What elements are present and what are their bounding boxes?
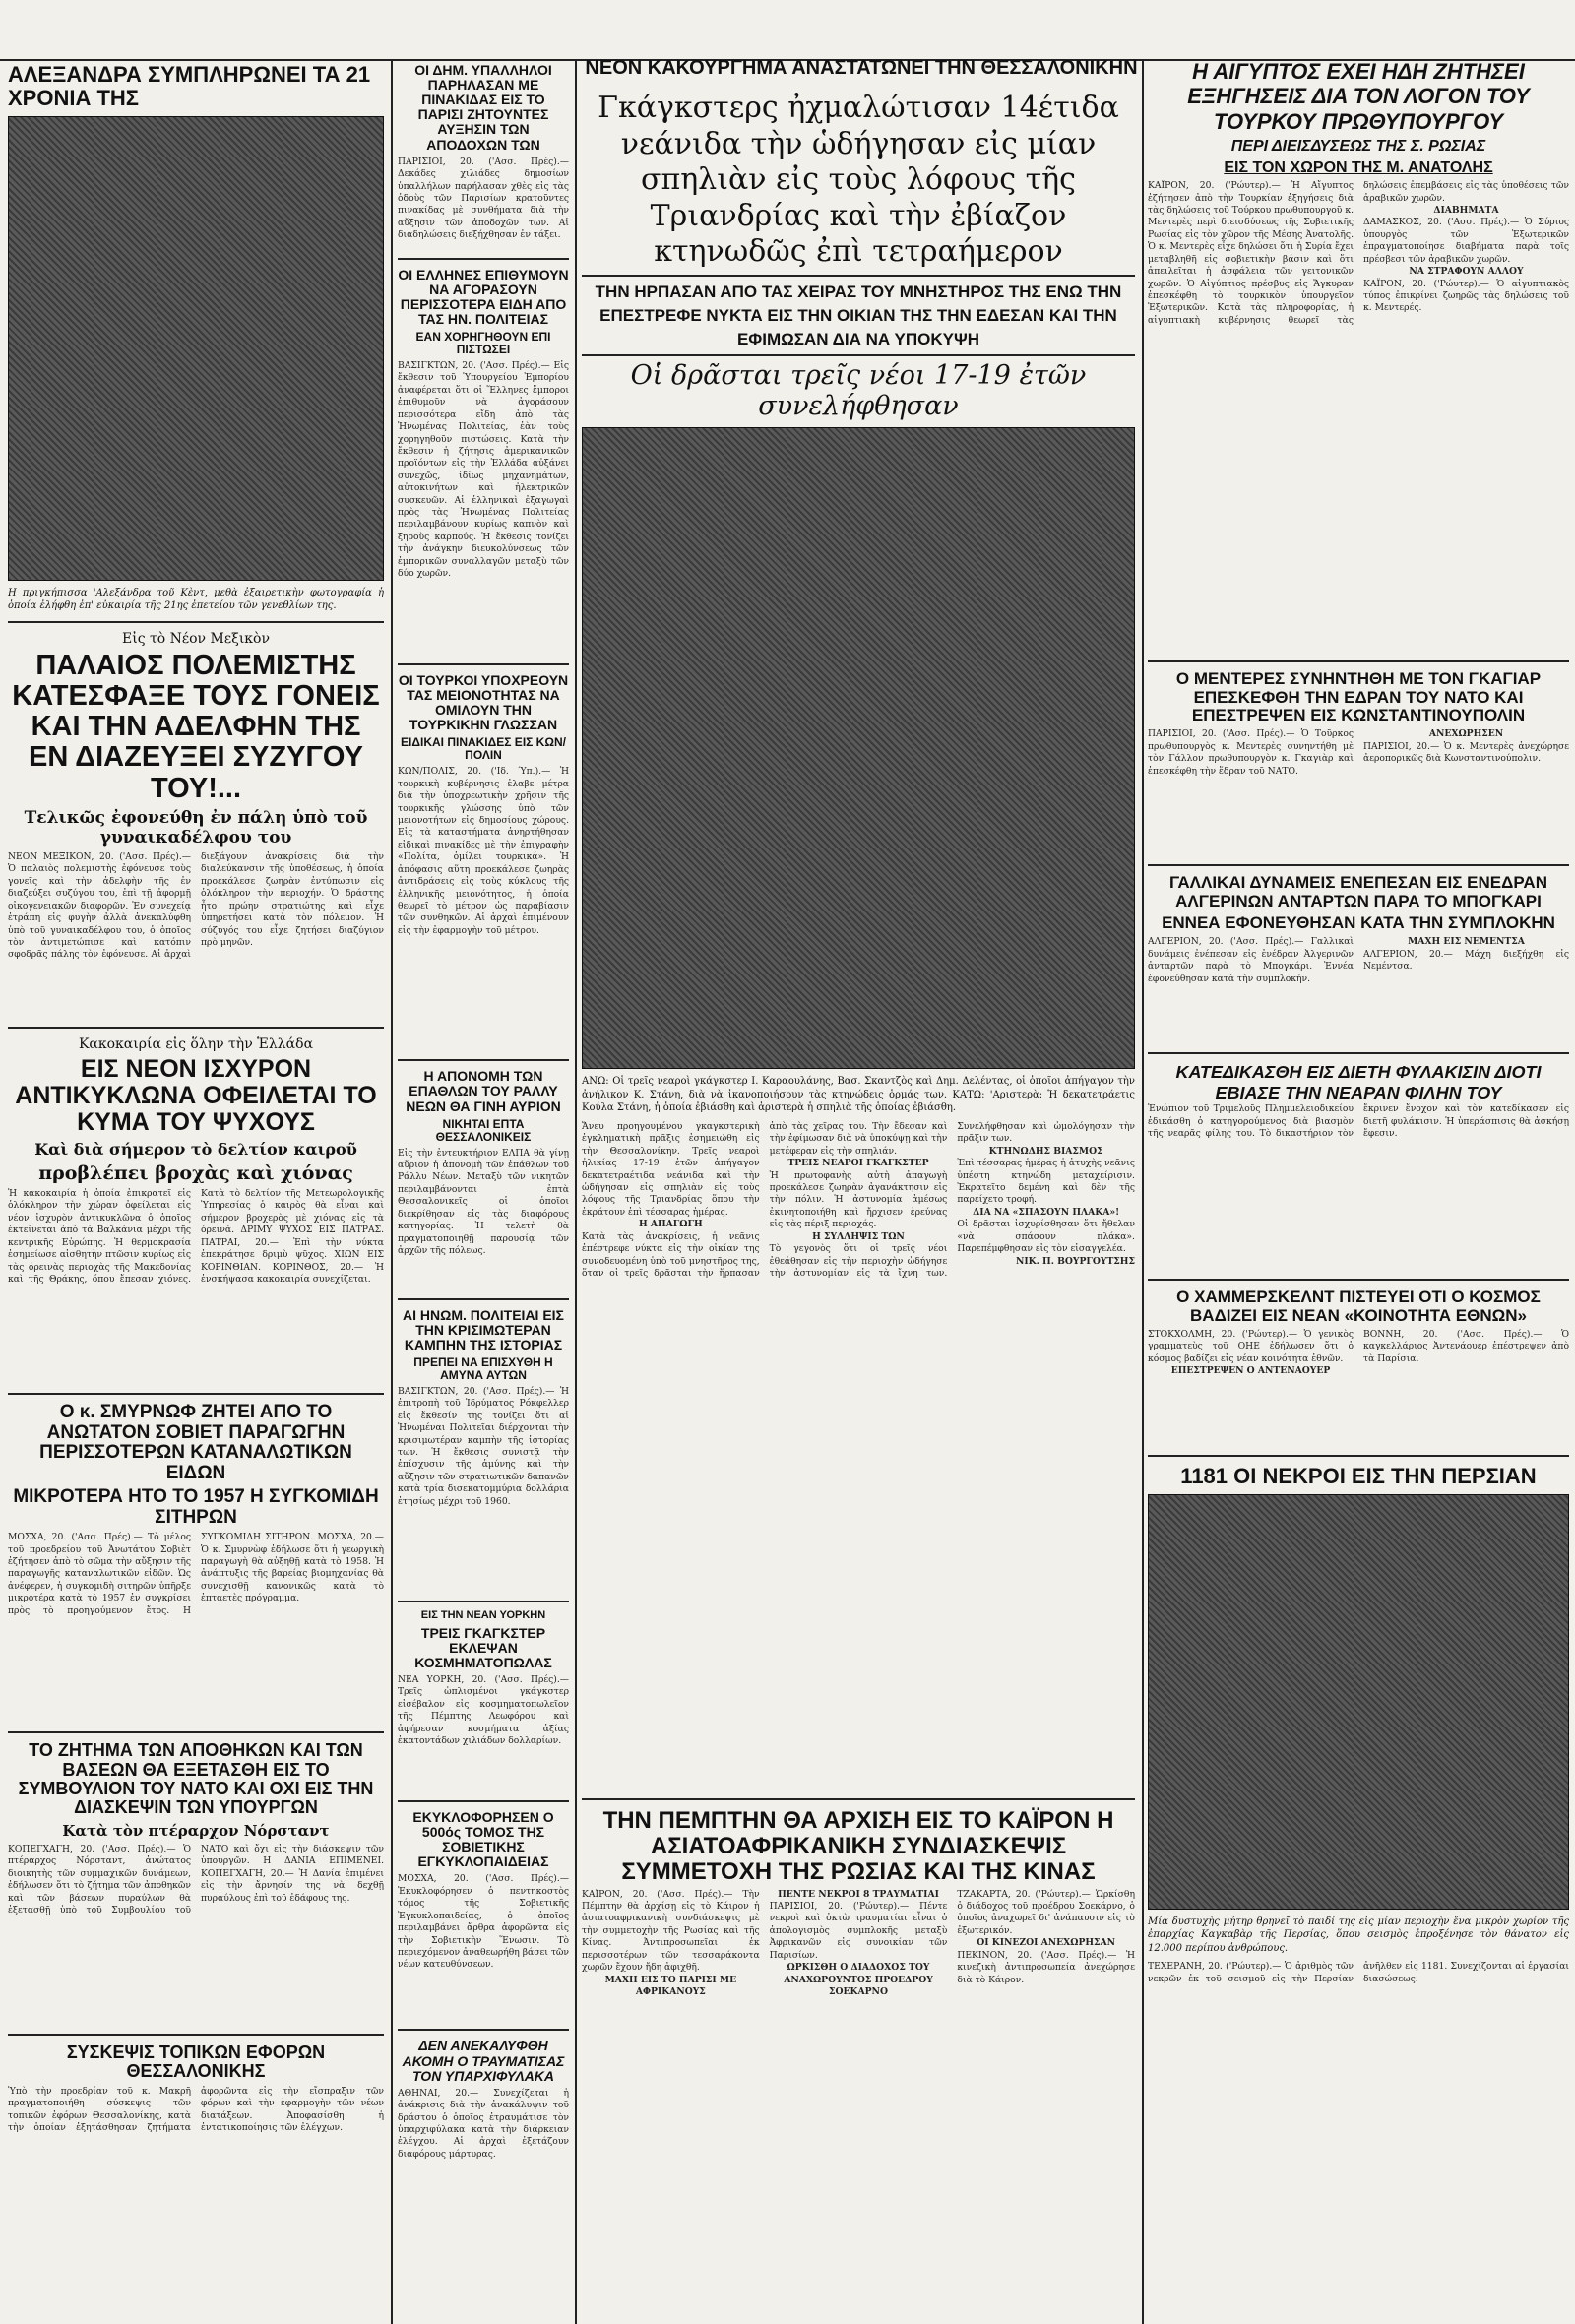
divider — [1148, 660, 1569, 662]
column-rule-3 — [1142, 59, 1144, 2324]
article-nato-body: ΚΟΠΕΓΧΑΓΗ, 20. ('Ασσ. Πρές).— Ὁ πτέραρχος Νόρσταντ, ἀνώτατος διοικητὴς τῶν συμμαχικῶν δυνάμεων, ἐδήλωσεν ὅτι τὸ ζήτημα τῶν ἀποθηκῶν καὶ τῶν βάσεων πυραύλων θὰ ἐξετασθῇ ὑπὸ τοῦ Συμβουλίου τοῦ ΝΑΤΟ καὶ ὄχι εἰς τὴν διάσκεψιν τῶν ὑπουργῶν. Η ΔΑΝΙΑ ΕΠΙΜΕΝΕΙ. ΚΟΠΕΓΧΑΓΗ, 20.— Ἡ Δανία ἐπιμένει εἰς τὴν ἄρνησίν της νὰ δεχθῇ πυραύλους ἐπὶ τοῦ ἐδάφους της. — [8, 1843, 384, 1916]
headline-tax-officers: ΣΥΣΚΕΨΙΣ ΤΟΠΙΚΩΝ ΕΦΟΡΩΝ ΘΕΣΣΑΛΟΝΙΚΗΣ — [66, 2041, 326, 2082]
headline-soekarno: ΩΡΚΙΣΘΗ Ο ΔΙΑΔΟΧΟΣ ΤΟΥ ΑΝΑΧΩΡΟΥΝΤΟΣ ΠΡΟΕΔΡΟΥ ΣΟΕΚΑΡΝΟ — [784, 1962, 933, 1997]
headline-turks-language: ΟΙ ΤΟΥΡΚΟΙ ΥΠΟΧΡΕΟΥΝ ΤΑΣ ΜΕΙΟΝΟΤΗΤΑΣ ΝΑ ΟΜΙΛΟΥΝ ΤΗΝ ΤΟΥΡΚΙΚΗΝ ΓΛΩΣΣΑΝ — [398, 672, 569, 733]
subhead-three-gangsters: ΤΡΕΙΣ ΝΕΑΡΟΙ ΓΚΑΓΚΣΤΕΡ — [788, 1158, 929, 1169]
divider — [8, 1731, 384, 1733]
subhead-departed: ΑΝΕΧΩΡΗΣΕΝ — [1428, 728, 1504, 740]
article-algeria-body: ΑΛΓΕΡΙΟΝ, 20. ('Ασσ. Πρές).— Γαλλικαὶ δυνάμεις ἐνέπεσαν εἰς ἐνέδραν Ἀλγερινῶν ἀνταρτῶν παρὰ τὸ Μπογκάρι. Ἐννέα ἐφονεύθησαν κατὰ τὴν συμπλοκήν. ΜΑΧΗ ΕΙΣ ΝΕΜΕΝΤΣΑ ΑΛΓΕΡΙΟΝ, 20.— Μάχη διεξήχθη εἰς Νεμέντσα. — [1148, 936, 1569, 984]
article-menderes-body: ΠΑΡΙΣΙΟΙ, 20. ('Ασσ. Πρές).— Ὁ Τοῦρκος πρωθυπουργὸς κ. Μεντερὲς συνηντήθη μὲ τὸν Γάλλον πρωθυπουργὸν κ. Γκαγιὰρ καὶ ἐπεσκέφθη τὴν ἕδραν τοῦ ΝΑΤΟ. ΑΝΕΧΩΡΗΣΕΝ ΠΑΡΙΣΙΟΙ, 20.— Ὁ κ. Μεντερὲς ἀνεχώρησε ἀεροπορικῶς διὰ Κωνσταντινούπολιν. — [1148, 728, 1569, 777]
headline-paris-battle: ΜΑΧΗ ΕΙΣ ΤΟ ΠΑΡΙΣΙ ΜΕ ΑΦΡΙΚΑΝΟΥΣ — [604, 1974, 737, 1997]
headline-hammarskjold: Ο ΧΑΜΜΕΡΣΚΕΛΝΤ ΠΙΣΤΕΥΕΙ ΟΤΙ Ο ΚΟΣΜΟΣ ΒΑΔΙΖΕΙ ΕΙΣ ΝΕΑΝ «ΚΟΙΝΟΤΗΤΑ ΕΘΝΩΝ» — [1176, 1288, 1541, 1325]
headline-encyclopedia: ΕΚΥΚΛΟΦΟΡΗΣΕΝ Ο 500ός ΤΟΜΟΣ ΤΗΣ ΣΟΒΙΕΤΙΚΗΣ ΕΓΚΥΚΛΟΠΑΙΔΕΙΑΣ — [412, 1809, 554, 1870]
divider — [398, 1601, 569, 1602]
subhead-killed: Τελικῶς ἐφονεύθη ἐν πάλη ὑπὸ τοῦ γυναικαδέλφου του — [24, 808, 368, 848]
headline-five-dead: ΠΕΝΤΕ ΝΕΚΡΟΙ 8 ΤΡΑΥΜΑΤΙΑΙ — [778, 1888, 939, 1900]
divider — [1148, 1052, 1569, 1054]
photo-princess-alexandra — [8, 116, 384, 581]
headline-alexandra: ΑΛΕΞΑΝΔΡΑ ΣΥΜΠΛΗΡΩΝΕΙ ΤΑ 21 ΧΡΟΝΙΑ ΤΗΣ — [8, 62, 371, 110]
article-sentenced-body: Ἐνώπιον τοῦ Τριμελοῦς Πλημμελειοδικείου ἐδικάσθη ὁ κατηγορούμενος διὰ βιασμὸν τῆς νεαρᾶς φίλης του. Τὸ δικαστήριον τὸν ἔκρινεν ἔνοχον καὶ τὸν κατεδίκασεν εἰς διετῆ φυλάκισιν. Ἡ ὑπεράσπισις θὰ ἀσκήσῃ ἔφεσιν. — [1148, 1103, 1569, 1140]
headline-persia-dead: 1181 ΟΙ ΝΕΚΡΟΙ ΕΙΣ ΤΗΝ ΠΕΡΣΙΑΝ — [1180, 1464, 1537, 1489]
article-tax-body: Ὑπὸ τὴν προεδρίαν τοῦ κ. Μακρῆ πραγματοποιήθη σύσκεψις τῶν τοπικῶν ἐφόρων Θεσσαλονίκης, κατὰ τὴν ὁποίαν ἐξητάσθησαν ζητήματα ἀφορῶντα εἰς τὴν εἴσπραξιν τῶν φόρων καὶ τὴν ἐφαρμογὴν τῶν νέων διατάξεων. Ἀποφασίσθη ἡ ἐντατικοποίησις τῶν ἐλέγχων. — [8, 2085, 384, 2134]
subhead-rain-snow: προβλέπει βροχὰς καὶ χιόνας — [38, 1162, 353, 1185]
divider — [8, 621, 384, 623]
headline-nato-bases: ΤΟ ΖΗΤΗΜΑ ΤΩΝ ΑΠΟΘΗΚΩΝ ΚΑΙ ΤΩΝ ΒΑΣΕΩΝ ΘΑ ΕΞΕΤΑΣΘΗ ΕΙΣ ΤΟ ΣΥΜΒΟΥΛΙΟΝ ΤΟΥ ΝΑΤΟ ΚΑΙ ΟΧΙ ΕΙΣ ΤΗΝ ΔΙΑΣΚΕΨΙΝ ΤΩΝ ΥΠΟΥΡΓΩΝ — [18, 1740, 374, 1818]
subhead-abduction: Η ΑΠΑΓΩΓΗ — [638, 1219, 703, 1230]
divider — [398, 1298, 569, 1300]
headline-teen-abducted: Γκάγκστερς ἠχμαλώτισαν 14έτιδα νεάνιδα τὴν ὡδήγησαν εἰς μίαν σπηλιὰν εἰς τοὺς λόφους τῆς Τριανδρίας καὶ τὴν ἐβίαζον κτηνωδῶς ἐπὶ τετραήμερον — [598, 91, 1119, 270]
top-strip — [0, 0, 1575, 61]
headline-signs: ΕΙΔΙΚΑΙ ΠΙΝΑΚΙΔΕΣ ΕΙΣ ΚΩΝ/ΠΟΛΙΝ — [401, 735, 566, 763]
headline-nine-killed: ΕΝΝΕΑ ΕΦΟΝΕΥΘΗΣΑΝ ΚΑΤΑ ΤΗΝ ΣΥΜΠΛΟΚΗΝ — [1162, 912, 1555, 932]
article-egypt-body: ΚΑΪΡΟΝ, 20. ('Ρώυτερ).— Ἡ Αἴγυπτος ἐζήτησεν ἀπὸ τὴν Τουρκίαν ἐξηγήσεις διὰ τὰς δηλώσεις τοῦ Τούρκου πρωθυπουργοῦ κ. Μεντερὲς περὶ διεισδύσεως τῆς Σοβιετικῆς Ρωσίας εἰς τὸν χῶρον τῆς Μέσης Ἀνατολῆς. Ὁ κ. Μεντερὲς εἶχε δηλώσει ὅτι ἡ Συρία ἔχει μεταβληθῆ εἰς σοβιετικὴν βάσιν καὶ ὅτι ἀπειλεῖται ἡ ἀσφάλεια τῶν γειτονικῶν χωρῶν. Ὁ Αἰγύπτιος πρέσβυς εἰς Ἄγκυραν ἐπεσκέφθη τὸ τουρκικὸν ὑπουργεῖον Ἐξωτερικῶν. Κατὰ τὰς πληροφορίας, ἡ αἰγυπτιακὴ κυβέρνησις θεωρεῖ τὰς δηλώσεις ἐπεμβάσεις εἰς τὰς ὑποθέσεις τῶν ἀραβικῶν χωρῶν. ΔΙΑΒΗΜΑΤΑ ΔΑΜΑΣΚΟΣ, 20. ('Ασσ. Πρές).— Ὁ Σύριος ὑπουργὸς τῶν Ἐξωτερικῶν ἐπραγματοποίησε διαβήματα παρὰ τοῖς πρέσβεσι τῶν ἀραβικῶν χωρῶν. ΝΑ ΣΤΡΑΦΟΥΝ ΑΛΛΟΥ ΚΑΪΡΟΝ, 20. ('Ρώυτερ).— Ὁ αἰγυπτιακὸς τύπος ἐπικρίνει ζωηρῶς τὰς δηλώσεις τοῦ κ. Μεντερές. — [1148, 180, 1569, 326]
article-greeks-body: ΒΑΣΙΓΚΤΩΝ, 20. ('Ασσ. Πρές).— Εἰς ἔκθεσιν τοῦ Ὑπουργείου Ἐμπορίου ἀναφέρεται ὅτι οἱ Ἕλληνες ἔμποροι ἐπιθυμοῦν νὰ ἀγοράσουν περισσότερα εἴδη ἀπὸ τὰς Ἡνωμένας Πολιτείας, ἐὰν τοὺς χορηγηθοῦν πιστώσεις. Κατὰ τὴν ἔκθεσιν ἡ ζήτησις ἀμερικανικῶν προϊόντων εἰς τὴν Ἑλλάδα αὐξάνει συνεχῶς, ἰδίως μηχανημάτων, αὐτοκινήτων καὶ ἠλεκτρικῶν συσκευῶν. Αἱ ἑλληνικαὶ ἐξαγωγαὶ πρὸς τὰς Ἡνωμένας Πολιτείας περιλαμβάνουν κυρίως καπνὸν καὶ ξηροὺς καρπούς. Ἡ ἔκθεσις τονίζει τὴν ἀνάγκην διευκολύνσεως τῶν ἐμπορικῶν συναλλαγῶν μεταξὺ τῶν δύο χωρῶν. — [398, 360, 569, 580]
divider — [1148, 864, 1569, 866]
photo-three-gangsters — [582, 427, 1135, 1069]
headline-menderes-nato: Ο ΜΕΝΤΕΡΕΣ ΣΥΝΗΝΤΗΘΗ ΜΕ ΤΟΝ ΓΚΑΓΙΑΡ ΕΠΕΣΚΕΦΘΗ ΤΗΝ ΕΔΡΑΝ ΤΟΥ ΝΑΤΟ ΚΑΙ ΕΠΕΣΤΡΕΨΕΝ ΕΙΣ ΚΩΝΣΤΑΝΤΙΝΟΥΠΟΛΙΝ — [1175, 669, 1542, 724]
headline-afro-asian: ΤΗΝ ΠΕΜΠΤΗΝ ΘΑ ΑΡΧΙΣΗ ΕΙΣ ΤΟ ΚΑΪΡΟΝ Η ΑΣΙΑΤΟΑΦΡΙΚΑΝΙΚΗ ΣΥΝΔΙΑΣΚΕΨΙΣ ΣΥΜΜΕΤΟΧΗ ΤΗΣ ΡΩΣΙΑΣ ΚΑΙ ΤΗΣ ΚΙΝΑΣ — [602, 1806, 1114, 1885]
headline-french-ambush: ΓΑΛΛΙΚΑΙ ΔΥΝΑΜΕΙΣ ΕΝΕΠΕΣΑΝ ΕΙΣ ΕΝΕΔΡΑΝ ΑΛΓΕΡΙΝΩΝ ΑΝΤΑΡΤΩΝ ΠΑΡΑ ΤΟ ΜΠΟΓΚΑΡΙ — [1169, 873, 1547, 911]
headline-guard: ΔΕΝ ΑΝΕΚΑΛΥΦΘΗ ΑΚΟΜΗ Ο ΤΡΑΥΜΑΤΙΣΑΣ ΤΟΝ ΥΠΑΡΧΙΦΥΛΑΚΑ — [402, 2038, 565, 2084]
article-usa-body: ΒΑΣΙΓΚΤΩΝ, 20. ('Ασσ. Πρές).— Ἡ ἐπιτροπὴ τοῦ Ἱδρύματος Ρόκφελλερ εἰς ἔκθεσίν της τονίζει ὅτι αἱ Ἡνωμέναι Πολιτεῖαι διέρχονται τὴν κρισιμωτέραν καμπὴν τῆς ἱστορίας των. Ἡ ἔκθεσις συνιστᾷ τὴν ἐπίσχυσιν τῆς ἀμύνης καὶ τὴν αὔξησιν τῶν στρατιωτικῶν δαπανῶν κατὰ τρία δισεκατομμύρια δολλάρια ἐτησίως μέχρι τοῦ 1960. — [398, 1385, 569, 1507]
top-banner: ΝΕΟΝ ΚΑΚΟΥΡΓΗΜΑ ΑΝΑΣΤΑΤΩΝΕΙ ΤΗΝ ΘΕΣΣΑΛΟΝΙΚΗΝ — [585, 57, 1138, 79]
photo-caption-persia: Μία δυστυχὴς μήτηρ θρηνεῖ τὸ παιδί της εἰς μίαν περιοχὴν ἕνα μικρὸν χωρίον τῆς ἐπαρχίας Καγκαβὰρ τῆς Περσίας, ὅπου σεισμὸς ἐπροξένησε τὸν θάνατον εἰς 12.000 περίπου ἀνθρώπους. — [1148, 1916, 1569, 1954]
divider — [582, 275, 1135, 277]
article-center-body: Ἄνευ προηγουμένου γκαγκστερικὴ ἐγκληματικὴ πρᾶξις ἐσημειώθη εἰς τὴν Θεσσαλονίκην. Τρεῖς νεαροὶ ἠλικίας 17-19 ἐτῶν ἀπήγαγον δεκατετραέτιδα νεάνιδα καὶ τὴν ὡδήγησαν εἰς σπηλιὰν εἰς τοὺς λόφους τῆς Τριανδρίας ὅπου τὴν ἐκράτουν ἐπὶ τέσσαρας ἡμέρας. Η ΑΠΑΓΩΓΗ Κατὰ τὰς ἀνακρίσεις, ἡ νεᾶνις ἐπέστρεφε νύκτα εἰς τὴν οἰκίαν της συνοδευομένη ὑπὸ τοῦ μνηστῆρος της, ὅταν οἱ τρεῖς δρᾶσται τὴν ἥρπασαν ἀπὸ τὰς χεῖρας του. Τὴν ἔδεσαν καὶ τὴν ἐφίμωσαν διὰ νὰ ὑποκύψῃ καὶ τὴν μετέφεραν εἰς τὴν σπηλιάν. ΤΡΕΙΣ ΝΕΑΡΟΙ ΓΚΑΓΚΣΤΕΡ Ἡ πρωτοφανὴς αὐτὴ ἀπαγωγὴ προεκάλεσε ζωηρὰν ἀγανάκτησιν εἰς τὴν πόλιν. Ἡ ἀστυνομία ἀμέσως ἐκινητοποιήθη καὶ ἤρχισεν ἐρεύνας εἰς τὰς πέριξ περιοχάς. Η ΣΥΛΛΗΨΙΣ ΤΩΝ Τὸ γεγονὸς ὅτι οἱ τρεῖς νέοι ἐθεάθησαν εἰς τὴν περιοχὴν ὠδήγησε τὴν ἀστυνομίαν εἰς τὰ ἴχνη των. Συνελήφθησαν καὶ ὡμολόγησαν τὴν πρᾶξιν των. ΚΤΗΝΩΔΗΣ ΒΙΑΣΜΟΣ Ἐπὶ τέσσαρας ἡμέρας ἡ ἀτυχὴς νεᾶνις ὑπέστη κτηνώδη μεταχείρισιν. Ἐκρατεῖτο δεμένη καὶ δὲν τῆς παρείχετο τροφή. ΔΙΑ ΝΑ «ΣΠΑΣΟΥΝ ΠΛΑΚΑ»! Οἱ δρᾶσται ἰσχυρίσθησαν ὅτι ἤθελαν «νὰ σπάσουν πλάκα». Παρεπέμφθησαν εἰς τὸν εἰσαγγελέα. ΝΙΚ. Π. ΒΟΥΡΓΟΥΤΣΗΣ — [582, 1120, 1135, 1279]
kicker-new-york: ΕΙΣ ΤΗΝ ΝΕΑΝ ΥΟΡΚΗΝ — [420, 1608, 546, 1621]
byline: ΝΙΚ. Π. ΒΟΥΡΓΟΥΤΣΗΣ — [1015, 1255, 1135, 1267]
column-left — [8, 59, 384, 2324]
column-rule-2 — [575, 59, 577, 2324]
headline-greeks-buy: ΟΙ ΕΛΛΗΝΕΣ ΕΠΙΘΥΜΟΥΝ ΝΑ ΑΓΟΡΑΣΟΥΝ ΠΕΡΙΣΣΟΤΕΡΑ ΕΙΔΗ ΑΠΟ ΤΑΣ ΗΝ. ΠΟΛΙΤΕΙΑΣ — [398, 266, 569, 327]
subhead-nementsa: ΜΑΧΗ ΕΙΣ ΝΕΜΕΝΤΣΑ — [1408, 936, 1525, 948]
divider — [582, 354, 1135, 356]
column-center — [582, 87, 1135, 2324]
headline-egypt: Η ΑΙΓΥΠΤΟΣ ΕΧΕΙ ΗΔΗ ΖΗΤΗΣΕΙ ΕΞΗΓΗΣΕΙΣ ΔΙΑ ΤΟΝ ΛΟΓΟΝ ΤΟΥ ΤΟΥΡΚΟΥ ΠΡΩΘΥΠΟΥΡΓΟΥ — [1187, 59, 1530, 134]
divider — [1148, 1455, 1569, 1457]
article-old-soldier-body: ΝΕΟΝ ΜΕΞΙΚΟΝ, 20. ('Ασσ. Πρές).— Ὁ παλαιὸς πολεμιστὴς ἐφόνευσε τοὺς γονεῖς καὶ τὴν ἀδελφὴν τῆς ἐν διαζεύξει συζύγου του, ἐπὶ τῇ ἀφορμῇ οἰκογενειακῶν διαφορῶν. Ἐν συνεχείᾳ ἐτράπη εἰς φυγὴν ἀλλὰ ἀνεκαλύφθη ὑπὸ τοῦ γυναικαδέλφου του, ὁ ὁποῖος τὸν ἀντιμετώπισε καὶ κατόπιν σφοδρᾶς πάλης τὸν ἐφόνευσε. Αἱ ἀρχαὶ διεξάγουν ἀνακρίσεις διὰ τὴν διαλεύκανσιν τῆς ὑποθέσεως, ἡ ὁποία προεκάλεσε ζωηρὰν ἐντύπωσιν εἰς ὁλόκληρον τὴν περιοχήν. Ὁ δράστης ἦτο πρώην στρατιώτης καὶ εἶχε ὑπηρετήσει κατὰ τὸν πόλεμον. Ἡ σύζυγός του εἶχε ζητήσει διαζύγιον πρὸ μηνῶν. — [8, 851, 384, 961]
divider — [582, 1798, 1135, 1800]
photo-caption-gangsters: ΑΝΩ: Οἱ τρεῖς νεαροὶ γκάγκστερ Ι. Καραουλάνης, Βασ. Σκαντζὸς καὶ Δημ. Δελέντας, οἱ ὁποῖοι ἀπήγαγον τὴν ἀνήλικον Κ. Στάνη, διὰ νὰ ἱκανοποιήσουν τὰς κτηνώδεις ὁρμάς των. ΚΑΤΩ: 'Αριστερὰ: Ἡ δεκατετράετις Κούλα Στάνη, ἡ ὁποία ἐβιάσθη καὶ ἀριστερὰ ἡ σπηλιὰ τῆς ὁποίας ἐβιάσθη. — [582, 1076, 1135, 1114]
headline-defence: ΠΡΕΠΕΙ ΝΑ ΕΠΙΣΧΥΘΗ Η ΑΜΥΝΑ ΑΥΤΩΝ — [413, 1354, 553, 1382]
article-hammarskjold-body: ΣΤΟΚΧΟΛΜΗ, 20. ('Ρώυτερ).— Ὁ γενικὸς γραμματεὺς τοῦ ΟΗΕ ἐδήλωσεν ὅτι ὁ κόσμος βαδίζει εἰς νέαν κοινότητα ἐθνῶν. ΕΠΕΣΤΡΕΨΕΝ Ο ΑΝΤΕΝΑΟΥΕΡ ΒΟΝΝΗ, 20. ('Ασσ. Πρές).— Ὁ καγκελλάριος Ἀντενάουερ ἐπέστρεψεν ἀπὸ τὰ Παρίσια. — [1148, 1329, 1569, 1377]
headline-three-arrested: Οἱ δρᾶσται τρεῖς νέοι 17-19 ἐτῶν συνελήφθησαν — [630, 360, 1087, 422]
subhead-arrest: Η ΣΥΛΛΗΨΙΣ ΤΩΝ — [812, 1230, 905, 1242]
divider — [8, 1027, 384, 1029]
article-turks-body: ΚΩΝ/ΠΟΛΙΣ, 20. ('Ιδ. Ύπ.).— Ἡ τουρκικὴ κυβέρνησις ἐλαβε μέτρα διὰ τὴν ὑποχρεωτικὴν χρῆσιν τῆς τουρκικῆς γλώσσης ὑπὸ τῶν μειονοτήτων εἰς δημοσίους χώρους. Εἰς τὰ καταστήματα ἀνηρτήθησαν εἰδικαὶ πινακίδες μὲ τὴν ἐπιγραφὴν «Πολίτα, ὁμίλει τουρκικά». Ἡ ἀπόφασις αὕτη προεκάλεσε ζωηρὰς ἀντιδράσεις εἰς τοὺς κύκλους τῆς ἑλληνικῆς μειονότητος, ἡ ὁποία θεωρεῖ τὸ μέτρον ὡς παραβίασιν τῶν συνθηκῶν. Αἱ ἀρχαὶ ἐπιμένουν εἰς τὴν ἐφαρμογὴν τοῦ μέτρου. — [398, 766, 569, 936]
photo-caption-alexandra: Η πριγκήπισσα 'Αλεξάνδρα τοῦ Κὲντ, μεθὰ ἐξαιρετικὴν φωτογραφία ἡ ὁποία ἐλήφθη ἐπ' εὐκαιρία τῆς 21ης ἐπετείου τῶν γενεθλίων της. — [8, 587, 384, 611]
divider — [398, 1059, 569, 1061]
headline-rally: Η ΑΠΟΝΟΜΗ ΤΩΝ ΕΠΑΘΛΩΝ ΤΟΥ ΡΑΛΛΥ ΝΕΩΝ ΘΑ ΓΙΝΗ ΑΥΡΙΟΝ — [406, 1068, 561, 1114]
divider — [398, 2029, 569, 2031]
article-weather-body: Ἡ κακοκαιρία ἡ ὁποία ἐπικρατεῖ εἰς ὁλόκληρον τὴν χώραν ὀφείλεται εἰς νέον ἰσχυρὸν ἀντικυκλῶνα ὁ ὁποῖος ἐκτείνεται ἀπὸ τὰ Βαλκάνια μέχρι τῆς κεντρικῆς Εὐρώπης. Ἡ θερμοκρασία ἐσημείωσε αἰσθητὴν πτῶσιν κυρίως εἰς τὰς ὀρεινὰς περιοχὰς τῆς Μακεδονίας καὶ τῆς Θράκης, ὅπου ἔπεσαν χιόνες. Κατὰ τὸ δελτίον τῆς Μετεωρολογικῆς Ὑπηρεσίας ὁ καιρὸς θὰ εἶναι καὶ σήμερον βροχερὸς μὲ χιόνας εἰς τὰ ὀρεινά. ΔΡΙΜΥ ΨΥΧΟΣ ΕΙΣ ΠΑΤΡΑΣ. ΠΑΤΡΑΙ, 20.— Ἐπὶ τὴν νύκτα ἐπεκράτησε δριμὺ ψῦχος. ΧΙΩΝ ΕΙΣ ΚΟΡΙΝΘΙΑΝ. ΚΟΡΙΝΘΟΣ, 20.— Ἡ ἐνσκήψασα κακοκαιρία συνεχίζεται. — [8, 1188, 384, 1286]
article-soviet-body: ΜΟΣΧΑ, 20. ('Ασσ. Πρές).— Τὸ μέλος τοῦ προεδρείου τοῦ Ἀνωτάτου Σοβιὲτ ἐζήτησεν ἀπὸ τὸ σῶμα τὴν αὔξησιν τῆς παραγωγῆς καταναλωτικῶν εἰδῶν. Ὡς ἀνέφερεν, ἡ συγκομιδὴ σιτηρῶν ὑπῆρξε μικροτέρα κατὰ τὸ 1957 ἐν συγκρίσει πρὸς τὸ προηγούμενον ἔτος. Η ΣΥΓΚΟΜΙΔΗ ΣΙΤΗΡΩΝ. ΜΟΣΧΑ, 20.— Ὁ κ. Σμυρνὼφ ἐδήλωσε ὅτι ἡ γεωργικὴ παραγωγὴ θὰ αὐξηθῇ κατὰ τὸ 1958. Ἡ ἀνάπτυξις τῆς βαρείας βιομηχανίας θὰ συνεχισθῇ κανονικῶς κατὰ τὸ ἑπταετὲς πρόγραμμα. — [8, 1532, 384, 1616]
column-second — [398, 59, 569, 2324]
divider — [8, 1393, 384, 1395]
divider — [398, 663, 569, 665]
kicker-bad-weather: Κακοκαιρία εἰς ὅλην τὴν Ἑλλάδα — [78, 1036, 314, 1053]
subhead-demarches: ΔΙΑΒΗΜΑΤΑ — [1433, 205, 1499, 216]
divider — [398, 1800, 569, 1802]
headline-harvest: ΜΙΚΡΟΤΕΡΑ ΗΤΟ ΤΟ 1957 Η ΣΥΓΚΟΜΙΔΗ ΣΙΤΗΡΩΝ — [13, 1486, 379, 1528]
headline-anticyclone: ΕΙΣ ΝΕΟΝ ΙΣΧΥΡΟΝ ΑΝΤΙΚΥΚΛΩΝΑ ΟΦΕΙΛΕΤΑΙ ΤΟ ΚΥΜΑ ΤΟΥ ΨΥΧΟΥΣ — [15, 1055, 377, 1137]
kicker-new-mexico: Εἰς τὸ Νέον Μεξικὸν — [122, 630, 270, 647]
headline-russia-penetration: ΠΕΡΙ ΔΙΕΙΣΔΥΣΕΩΣ ΤΗΣ Σ. ΡΩΣΙΑΣ — [1230, 137, 1486, 155]
subhead-forecast: Καὶ διὰ σήμερον τὸ δελτίον καιροῦ — [34, 1140, 357, 1160]
article-encyclopedia-body: ΜΟΣΧΑ, 20. ('Ασσ. Πρές).— Ἐκυκλοφόρησεν ὁ πεντηκοστὸς τόμος τῆς Σοβιετικῆς Ἐγκυκλοπαιδείας, ὁ ὁποῖος περιλαμβάνει ἄρθρα ἀφορῶντα εἰς τὴν Σοβιετικὴν Ἕνωσιν. Τὸ περιεχόμενον ἀναθεωρήθη βάσει τῶν νέων κατευθύνσεων. — [398, 1873, 569, 1971]
headline-middle-east: ΕΙΣ ΤΟΝ ΧΩΡΟΝ ΤΗΣ Μ. ΑΝΑΤΟΛΗΣ — [1224, 158, 1493, 176]
photo-persia-earthquake — [1148, 1494, 1569, 1910]
subhead-spasoun-plaka: ΔΙΑ ΝΑ «ΣΠΑΣΟΥΝ ΠΛΑΚΑ»! — [973, 1206, 1120, 1218]
headline-usa-history: ΑΙ ΗΝΩΜ. ΠΟΛΙΤΕΙΑΙ ΕΙΣ ΤΗΝ ΚΡΙΣΙΜΩΤΕΡΑΝ ΚΑΜΠΗΝ ΤΗΣ ΙΣΤΟΡΙΑΣ — [403, 1306, 564, 1352]
subhead-norstad: Κατὰ τὸν πτέραρχον Νόρσταντ — [62, 1821, 330, 1840]
article-paris-body: ΠΑΡΙΣΙΟΙ, 20. ('Ασσ. Πρές).— Δεκάδες χιλιάδες δημοσίων ὑπαλλήλων παρήλασαν χθὲς εἰς τὰς ὁδοὺς τῶν Παρισίων κρατοῦντες πινακίδας μὲ συνθήματα διὰ τὴν αὔξησιν τῶν ἀποδοχῶν των. Αἱ διαδηλώσεις διεξήχθησαν ἐν τάξει. — [398, 156, 569, 241]
article-rally-body: Εἰς τὴν ἐντευκτήριον ΕΛΠΑ θὰ γίνῃ αὔριον ἡ ἀπονομὴ τῶν ἐπάθλων τοῦ Ράλλυ Νέων. Μεταξὺ τῶν νικητῶν περιλαμβάνονται ἑπτὰ Θεσσαλονικεῖς οἱ ὁποῖοι διεκρίθησαν εἰς τὰς διαφόρους κατηγορίας. Ἡ τελετὴ θὰ πραγματοποιηθῇ παρουσίᾳ τῶν ἀρχῶν τῆς πόλεως. — [398, 1147, 569, 1256]
article-persia-body: ΤΕΧΕΡΑΝΗ, 20. ('Ρώυτερ).— Ὁ ἀριθμὸς τῶν νεκρῶν ἐκ τοῦ σεισμοῦ εἰς τὴν Περσίαν ἀνῆλθεν εἰς 1181. Συνεχίζονται αἱ ἐργασίαι διασώσεως. — [1148, 1961, 1569, 1984]
headline-smirnov: Ο κ. ΣΜΥΡΝΩΦ ΖΗΤΕΙ ΑΠΟ ΤΟ ΑΝΩΤΑΤΟΝ ΣΟΒΙΕΤ ΠΑΡΑΓΩΓΗΝ ΠΕΡΙΣΣΟΤΕΡΩΝ ΚΑΤΑΝΑΛΩΤΙΚΩΝ ΕΙΔΩΝ — [39, 1402, 352, 1483]
column-rule-1 — [391, 59, 393, 2324]
divider — [398, 258, 569, 260]
divider — [1148, 1279, 1569, 1281]
headline-taken-from-fiance: ΤΗΝ ΗΡΠΑΣΑΝ ΑΠΟ ΤΑΣ ΧΕΙΡΑΣ ΤΟΥ ΜΝΗΣΤΗΡΟΣ ΤΗΣ ΕΝΩ ΤΗΝ ΕΠΕΣΤΡΕΦΕ ΝΥΚΤΑ ΕΙΣ ΤΗΝ ΟΙΚΙΑΝ ΤΗΣ ΤΗΝ ΕΔΕΣΑΝ ΚΑΙ ΤΗΝ ΕΦΙΜΩΣΑΝ ΔΙΑ ΝΑ ΥΠΟΚΥΨΗ — [595, 282, 1122, 348]
headline-chinese-left: ΟΙ ΚΙΝΕΖΟΙ ΑΝΕΧΩΡΗΣΑΝ — [976, 1937, 1116, 1949]
headline-old-soldier: ΠΑΛΑΙΟΣ ΠΟΛΕΜΙΣΤΗΣ ΚΑΤΕΣΦΑΞΕ ΤΟΥΣ ΓΟΝΕΙΣ ΚΑΙ ΤΗΝ ΑΔΕΛΦΗΝ ΤΗΣ ΕΝ ΔΙΑΖΕΥΞΕΙ ΣΥΖΥΓΟΥ ΤΟΥ!... — [12, 649, 380, 804]
headline-paris-employees: ΟΙ ΔΗΜ. ΥΠΑΛΛΗΛΟΙ ΠΑΡΗΛΑΣΑΝ ΜΕ ΠΙΝΑΚΙΔΑΣ ΕΙΣ ΤΟ ΠΑΡΙΣΙ ΖΗΤΟΥΝΤΕΣ ΑΥΞΗΣΙΝ ΤΩΝ ΑΠΟΔΟΧΩΝ ΤΩΝ — [414, 62, 552, 153]
article-afro-asian-body: ΚΑΪΡΟΝ, 20. ('Ασσ. Πρές).— Τὴν Πέμπτην θὰ ἀρχίσῃ εἰς τὸ Κάιρον ἡ ἀσιατοαφρικανικὴ συνδιάσκεψις μὲ τὴν συμμετοχὴν τῆς Ρωσίας καὶ τῆς Κίνας. Ἀντιπροσωπεῖαι ἐκ περισσοτέρων τῶν τεσσαράκοντα χωρῶν ἔχουν ἤδη ἀφιχθῆ. ΜΑΧΗ ΕΙΣ ΤΟ ΠΑΡΙΣΙ ΜΕ ΑΦΡΙΚΑΝΟΥΣ ΠΕΝΤΕ ΝΕΚΡΟΙ 8 ΤΡΑΥΜΑΤΙΑΙ ΠΑΡΙΣΙΟΙ, 20. ('Ρώυτερ).— Πέντε νεκροὶ καὶ ὀκτὼ τραυματίαι εἶναι ὁ ἀπολογισμὸς συμπλοκῆς μεταξὺ Ἀφρικανῶν εἰς συνοικίαν τῶν Παρισίων. ΩΡΚΙΣΘΗ Ο ΔΙΑΔΟΧΟΣ ΤΟΥ ΑΝΑΧΩΡΟΥΝΤΟΣ ΠΡΟΕΔΡΟΥ ΣΟΕΚΑΡΝΟ ΤΖΑΚΑΡΤΑ, 20. ('Ρώυτερ).— Ὡρκίσθη ὁ διάδοχος τοῦ προέδρου Σοεκάρνο, ὁ ὁποῖος ἀναχωρεῖ δι' ἀνάπαυσιν εἰς τὸ ἐξωτερικόν. ΟΙ ΚΙΝΕΖΟΙ ΑΝΕΧΩΡΗΣΑΝ ΠΕΚΙΝΟΝ, 20. ('Ασσ. Πρές).— Ἡ κινεζικὴ ἀντιπροσωπεία ἀνεχώρησε διὰ τὸ Κάιρον. — [582, 1888, 1135, 1997]
article-guard-body: ΑΘΗΝΑΙ, 20.— Συνεχίζεται ἡ ἀνάκρισις διὰ τὴν ἀνακάλυψιν τοῦ δράστου ὁ ὁποῖος ἐτραυμάτισε τὸν ὑπαρχιφύλακα κατὰ τὴν διάρκειαν ἐλέγχου. Αἱ ἀρχαὶ ἐξετάζουν διαφόρους μάρτυρας. — [398, 2087, 569, 2160]
subhead-adenauer: ΕΠΕΣΤΡΕΨΕΝ Ο ΑΝΤΕΝΑΟΥΕΡ — [1170, 1365, 1331, 1377]
headline-winners: ΝΙΚΗΤΑΙ ΕΠΤΑ ΘΕΣΣΑΛΟΝΙΚΕΙΣ — [435, 1116, 532, 1144]
divider — [8, 2034, 384, 2036]
column-right — [1148, 59, 1569, 2324]
article-ny-body: ΝΕΑ ΥΟΡΚΗ, 20. ('Ασσ. Πρές).— Τρεῖς ὡπλισμένοι γκάγκστερ εἰσέβαλον εἰς κοσμηματοπωλεῖον τῆς Πέμπτης Λεωφόρου καὶ ἀφήρεσαν κοσμήματα ἀξίας ἑκατοντάδων χιλιάδων δολλαρίων. — [398, 1674, 569, 1747]
headline-sentenced: ΚΑΤΕΔΙΚΑΣΘΗ ΕΙΣ ΔΙΕΤΗ ΦΥΛΑΚΙΣΙΝ ΔΙΟΤΙ ΕΒΙΑΣΕ ΤΗΝ ΝΕΑΡΑΝ ΦΙΛΗΝ ΤΟΥ — [1175, 1062, 1542, 1103]
headline-gangsters-ny: ΤΡΕΙΣ ΓΚΑΓΚΣΤΕΡ ΕΚΛΕΨΑΝ ΚΟΣΜΗΜΑΤΟΠΩΛΑΣ — [414, 1624, 552, 1670]
subhead-rape: ΚΤΗΝΩΔΗΣ ΒΙΑΣΜΟΣ — [988, 1145, 1103, 1157]
subhead-turn-elsewhere: ΝΑ ΣΤΡΑΦΟΥΝ ΑΛΛΟΥ — [1409, 266, 1524, 278]
headline-credit: ΕΑΝ ΧΟΡΗΓΗΘΟΥΝ ΕΠΙ ΠΙΣΤΩΣΕΙ — [415, 330, 551, 357]
